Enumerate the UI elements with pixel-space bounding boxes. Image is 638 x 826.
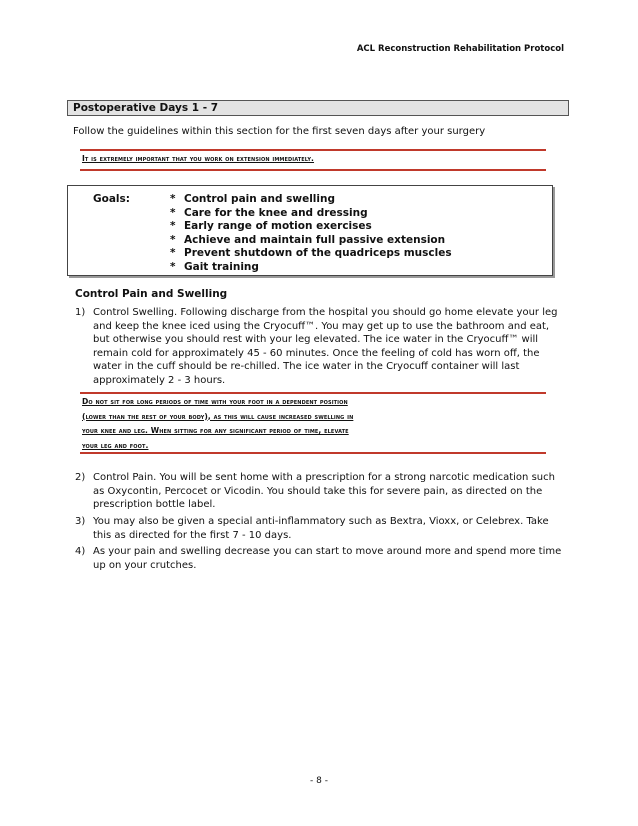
page-number: - 8 -: [310, 776, 328, 786]
goals-box: [67, 185, 553, 276]
section-title: Postoperative Days 1 - 7: [67, 100, 569, 116]
goal-item: * Early range of motion exercises: [170, 220, 372, 232]
goal-item: * Care for the knee and dressing: [170, 206, 368, 219]
callout-rule-top: [80, 149, 546, 151]
list-item: 3) You may also be given a special anti-inflammatory such as Bextra, Vioxx, or Celebrex. Take this as directed for the first 7 - 10 days.: [75, 516, 549, 541]
callout-rule-top: [80, 392, 546, 394]
callout-rule-bottom: [80, 169, 546, 171]
list-item: 4) As your pain and swelling decrease you can start to move around more and spend more time up on your crutches.: [75, 546, 562, 571]
goal-item: * Achieve and maintain full passive extension: [170, 233, 446, 246]
extension-warning: It is extremely important that you work on extension immediately.: [82, 154, 315, 163]
list-item: 1) Control Swelling. Following discharge from the hospital you should go home elevate your leg and keep the knee iced using the Cryocuff™. You may get up to use the bathroom and eat, but otherwise you should rest with your leg elevated. The ice water in the Cryocuff™ will remain cold for approximately 45 - 60 minutes. Once the feeling of cold has worn off, the water in the cuff should be re-chilled. The ice water in the Cryocuff container will last approximately 2 - 3 hours.: [75, 307, 558, 386]
control-heading: Control Pain and Swelling: [75, 288, 228, 300]
goal-item: * Control pain and swelling: [170, 193, 335, 205]
dependent-position-warning: Do not sit for long periods of time with your foot in a dependent position (lower than the rest of your body), as this will cause increased swelling in your knee and leg. When sitting for any significant period of time, elevate your leg and foot.: [82, 397, 354, 450]
goal-item: * Prevent shutdown of the quadriceps muscles: [170, 247, 452, 259]
list-item: 2) Control Pain. You will be sent home with a prescription for a strong narcotic medication such as Oxycontin, Percocet or Vicodin. You should take this for severe pain, as directed on the prescription bottle label.: [75, 472, 555, 511]
goals-list: [170, 193, 452, 274]
goals-label: Goals:: [93, 193, 130, 205]
running-header: ACL Reconstruction Rehabilitation Protocol: [356, 44, 564, 54]
goal-item: * Gait training: [170, 260, 259, 273]
callout-rule-bottom: [80, 452, 546, 454]
section-intro: Follow the guidelines within this section for the first seven days after your surgery: [73, 126, 486, 137]
